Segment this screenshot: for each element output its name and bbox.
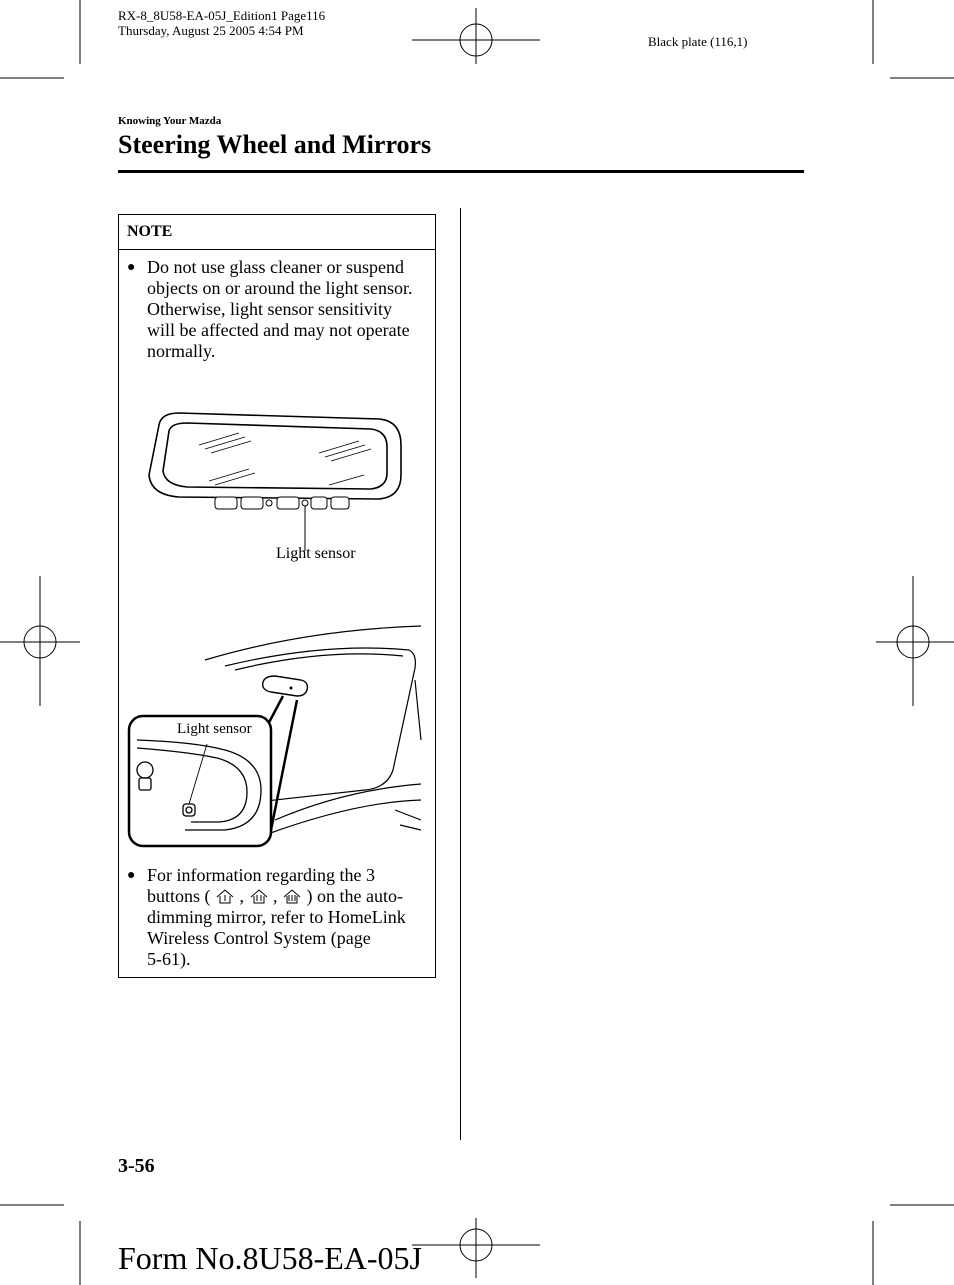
title-rule — [118, 170, 804, 173]
column-divider — [460, 208, 461, 1140]
print-header-line1: RX-8_8U58-EA-05J_Edition1 Page116 — [118, 8, 326, 23]
homelink-button-1-icon — [215, 887, 235, 905]
homelink-button-2-icon — [249, 887, 269, 905]
note-bullet-1-text — [147, 257, 437, 362]
bullet-dot: ● — [127, 868, 136, 883]
bullet2-line: For information regarding the 3 — [147, 865, 375, 885]
bullet1-line: normally. — [147, 341, 216, 361]
bullet1-line: Do not use glass cleaner or suspend — [147, 257, 404, 277]
figure1-caption: Light sensor — [276, 545, 356, 562]
figure2-caption: Light sensor — [177, 721, 252, 737]
note-bullet-2 — [127, 865, 435, 969]
page-number: 3-56 — [118, 1155, 155, 1177]
note-bullet-2-text — [147, 865, 437, 970]
bullet2-line: dimming mirror, refer to HomeLink — [147, 907, 406, 927]
note-bullet-1 — [127, 257, 435, 367]
windshield-illustration — [125, 620, 431, 850]
bullet1-line: Otherwise, light sensor sensitivity — [147, 299, 392, 319]
print-header-line2: Thursday, August 25 2005 4:54 PM — [118, 23, 304, 38]
print-header-plate: Black plate (116,1) — [648, 34, 748, 49]
bullet2-line: 5-61). — [147, 949, 191, 969]
bullet2-line-buttons: buttons ( , , ) on the auto- — [147, 886, 403, 906]
note-heading: NOTE — [127, 223, 173, 240]
bullet1-line: will be affected and may not operate — [147, 320, 410, 340]
note-heading-bar — [119, 215, 435, 250]
bullet-dot: ● — [127, 260, 136, 275]
bullet2-line: Wireless Control System (page — [147, 928, 371, 948]
page-title: Steering Wheel and Mirrors — [118, 130, 432, 159]
note-box — [118, 214, 436, 978]
section-label: Knowing Your Mazda — [118, 115, 222, 127]
homelink-button-3-icon — [282, 887, 302, 905]
form-number: Form No.8U58-EA-05J — [118, 1240, 422, 1276]
bullet1-line: objects on or around the light sensor. — [147, 278, 413, 298]
